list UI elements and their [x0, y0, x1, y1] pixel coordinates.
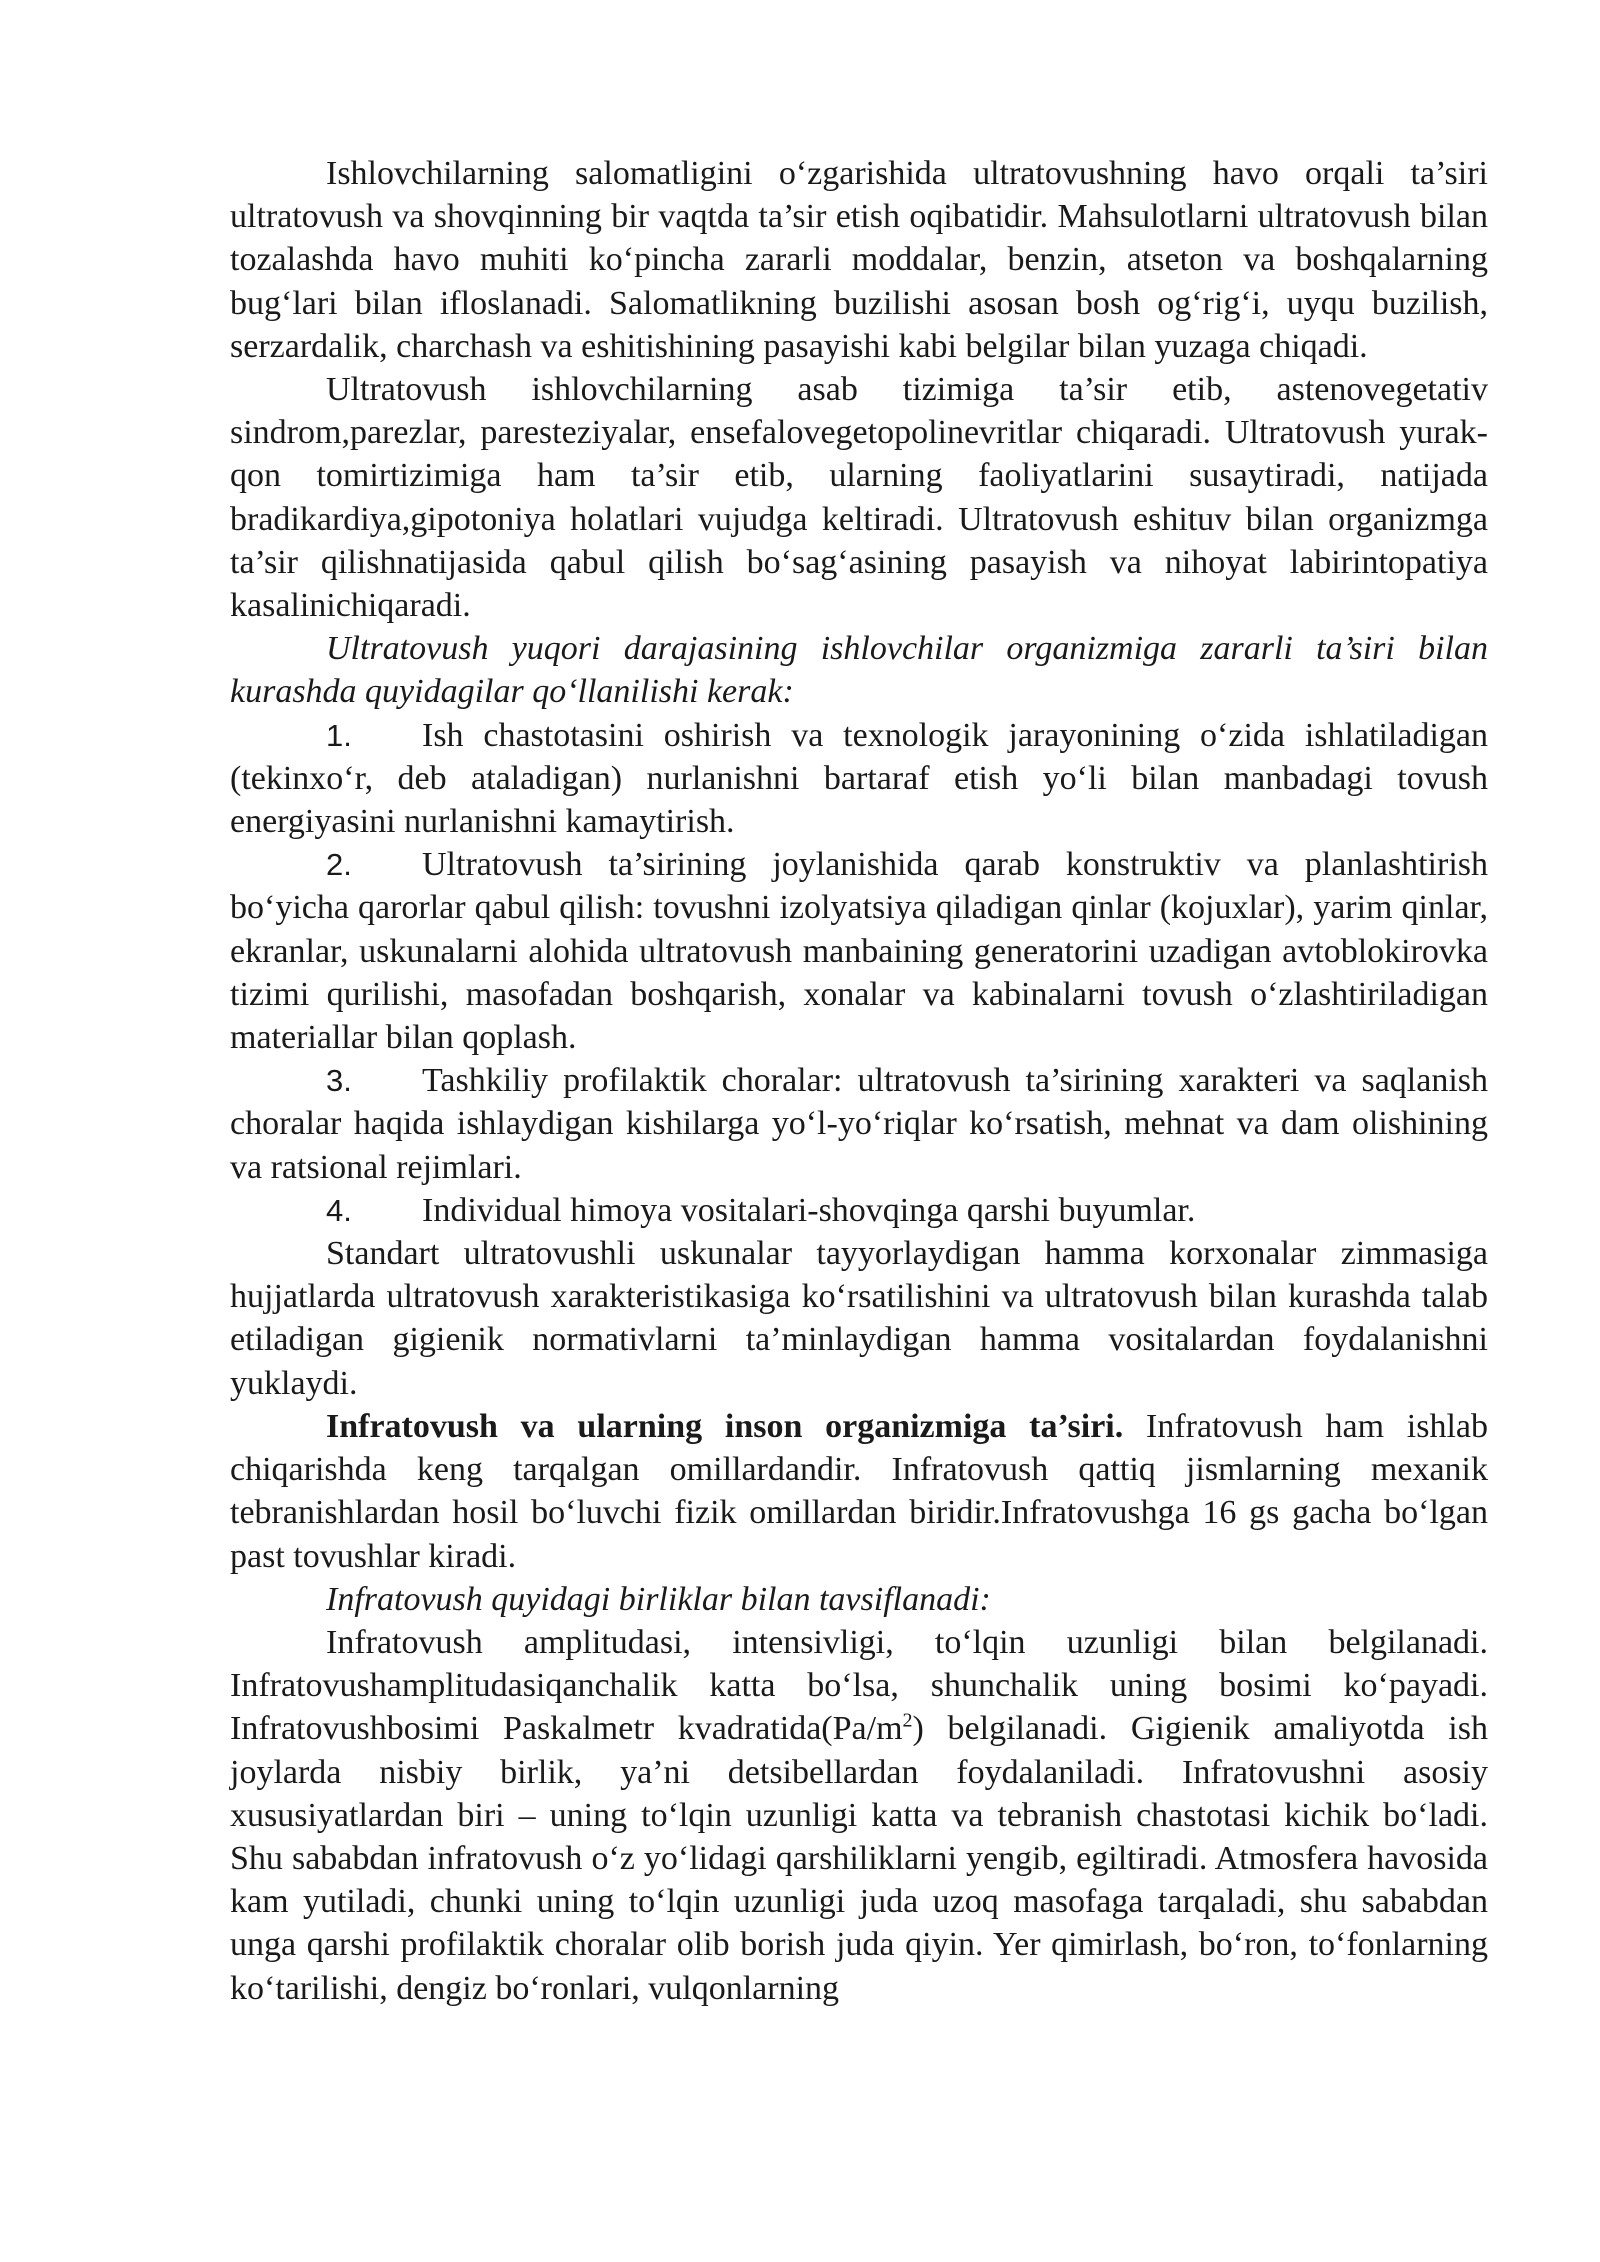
list-item	[230, 1189, 1488, 1232]
paragraph-amplitude	[230, 1621, 1488, 2010]
paragraph-units-intro: Infratovush quyidagi birliklar bilan tavsiflanadi:	[326, 1580, 991, 1618]
paragraph-health-effects: Ishlovchilarning salomatligini o‘zgarishida ultratovushning havo orqali ta’siri ultratovush va shovqinning bir vaqtda ta’sir etish oqibatidir. Mahsulotlarni ultratovush bilan tozalashda havo muhiti ko‘pincha zararli moddalar, benzin, atseton va boshqalarning bug‘lari bilan ifloslanadi. Salomatlikning buzilishi asosan bosh og‘rig‘i, uyqu buzilish, serzardalik, charchash va eshitishining pasayishi kabi belgilar bilan yuzaga chiqadi.	[230, 155, 1488, 365]
list-item	[230, 1059, 1488, 1189]
list-number: 2.	[326, 847, 352, 883]
paragraph-amplitude-text-b: ) belgilanadi. Gigienik amaliyotda ish joylarda nisbiy birlik, ya’ni detsibellardan foydalaniladi. Infratovushni asosiy xususiyatlardan biri – uning to‘lqin uzunligi katta va tebranish chastotasi kichik bo‘ladi. Shu sababdan infratovush o‘z yo‘lidagi qarshiliklarni yengib, egiltiradi. Atmosfera havosida kam yutiladi, chunki uning to‘lqin uzunligi juda uzoq masofaga tarqaladi, shu sababdan unga qarshi profilaktik choralar olib borish juda qiyin. Yer qimirlash, bo‘ron, to‘fonlarning ko‘tarilishi, dengiz bo‘ronlari, vulqonlarning	[230, 1710, 1488, 2007]
list-number: 4.	[326, 1192, 352, 1228]
list-text: Ultratovush ta’sirining joylanishida qarab konstruktiv va planlashtirish bo‘yicha qarorlar qabul qilish: tovushni izolyatsiya qiladigan qinlar (kojuxlar), yarim qinlar, ekranlar, uskunalarni alohida ultratovush manbaining generatorini uzadigan avtoblokirovka tizimi qurilishi, masofadan boshqarish, xonalar va kabinalarni tovush o‘zlashtiriladigan materiallar bilan qoplash.	[230, 846, 1488, 1057]
document-page	[230, 152, 1488, 2010]
list-item	[230, 714, 1488, 844]
list-text: Ish chastotasini oshirish va texnologik jarayonining o‘zida ishlatiladigan (tekinxo‘r, deb ataladigan) nurlanishni bartaraf etish yo‘li bilan manbadagi tovush energiyasini nurlanishni kamaytirish.	[230, 716, 1488, 841]
paragraph-standards: Standart ultratovushli uskunalar tayyorlaydigan hamma korxonalar zimmasiga hujjatlarda ultratovush xarakteristikasiga ko‘rsatilishini va ultratovush bilan kurashda talab etiladigan gigienik normativlarni ta’minlaydigan hamma vositalardan foydalanishni yuklaydi.	[230, 1235, 1488, 1402]
list-number: 3.	[326, 1063, 352, 1099]
list-item	[230, 843, 1488, 1059]
paragraph-nervous-system: Ultratovush ishlovchilarning asab tizimiga ta’sir etib, astenovegetativ sindrom,parezlar, paresteziyalar, ensefalovegetopolinevritlar chiqaradi. Ultratovush yurak-qon tomirtizimiga ham ta’sir etib, ularning faoliyatlarini susaytiradi, natijada bradikardiya,gipotoniya holatlari vujudga keltiradi. Ultratovush eshituv bilan organizmga ta’sir qilishnatijasida qabul qilish bo‘sag‘asining pasayish va nihoyat labirintopatiya kasalinichiqaradi.	[230, 371, 1488, 625]
paragraph-infrasound-text: Infratovush ham ishlab chiqarishda keng tarqalgan omillardandir. Infratovush qattiq jismlarning mexanik tebranishlardan hosil bo‘luvchi fizik omillardan biridir.Infratovushga 16 gs gacha bo‘lgan past tovushlar kiradi.	[230, 1407, 1488, 1575]
paragraph-amplitude-text-a: Infratovush amplitudasi, intensivligi, to‘lqin uzunligi bilan belgilanadi. Infratovushamplitudasiqanchalik katta bo‘lsa, shunchalik uning bosimi ko‘payadi. Infratovushbosimi Paskalmetr kvadratida(Pa/m	[230, 1623, 1488, 1748]
list-number: 1.	[326, 717, 352, 753]
paragraph-measures-intro: Ultratovush yuqori darajasining ishlovchilar organizmiga zararli ta’siri bilan kurashda quyidagilar qo‘llanilishi kerak:	[230, 630, 1488, 711]
list-text: Individual himoya vositalari-shovqinga qarshi buyumlar.	[422, 1191, 1196, 1229]
list-text: Tashkiliy profilaktik choralar: ultratovush ta’sirining xarakteri va saqlanish choralar haqida ishlaydigan kishilarga yo‘l-yo‘riqlar ko‘rsatish, mehnat va dam olishining va ratsional rejimlari.	[230, 1062, 1488, 1186]
section-heading: Infratovush va ularning inson organizmiga ta’siri.	[326, 1407, 1124, 1445]
paragraph-infrasound	[230, 1405, 1488, 1578]
superscript: 2	[902, 1709, 913, 1732]
